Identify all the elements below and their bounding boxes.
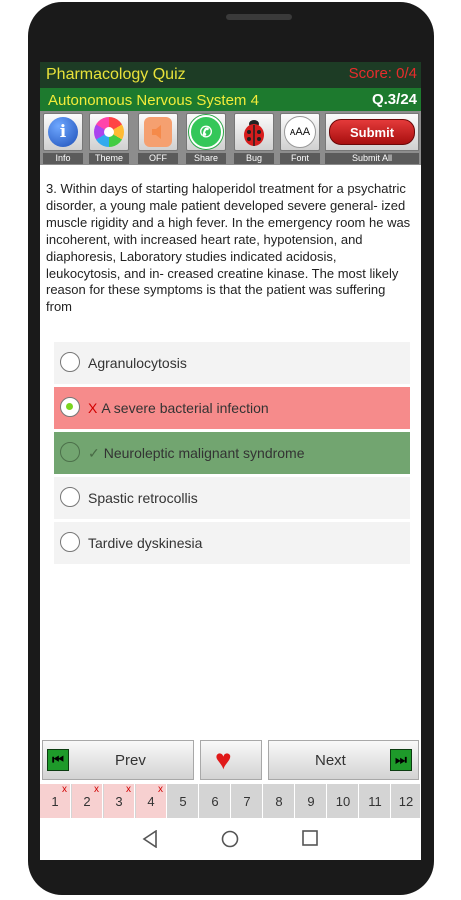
- question-cell-number: 2: [83, 793, 91, 809]
- question-cell-7[interactable]: [232, 784, 263, 818]
- question-counter: Q.3/24: [371, 91, 417, 108]
- question-cell-number: 4: [147, 793, 155, 809]
- question-cell-9[interactable]: [296, 784, 327, 818]
- app-title: Pharmacology Quiz: [46, 66, 186, 83]
- wrong-x-icon: x: [94, 784, 99, 795]
- speaker-grille: [226, 14, 292, 20]
- option-3[interactable]: [54, 432, 410, 474]
- option-4-radio[interactable]: [60, 487, 80, 507]
- question-cell-1[interactable]: [40, 784, 71, 818]
- prev-label: Prev: [115, 752, 146, 769]
- theme-icon: [94, 117, 124, 147]
- prev-button[interactable]: [42, 740, 194, 780]
- bug-button[interactable]: [234, 113, 274, 151]
- wrong-x-icon: x: [158, 784, 163, 795]
- favorite-button[interactable]: [200, 740, 262, 780]
- share-button[interactable]: [186, 113, 226, 151]
- option-3-text: [88, 445, 305, 462]
- font-icon: ᴀAA: [284, 116, 316, 148]
- wrong-mark-icon: X: [88, 400, 98, 416]
- speaker-icon: [149, 123, 167, 141]
- heart-icon: ♥: [215, 744, 232, 775]
- question-cell-5[interactable]: [168, 784, 199, 818]
- question-cell-11[interactable]: [360, 784, 391, 818]
- option-1-radio[interactable]: [60, 352, 80, 372]
- option-5-label: Tardive dyskinesia: [88, 535, 203, 551]
- option-1-label: Agranulocytosis: [88, 355, 187, 371]
- question-cell-4[interactable]: [136, 784, 167, 818]
- option-2-text: [88, 400, 269, 416]
- info-label: Info: [43, 153, 83, 164]
- next-arrow-icon: ⏭: [390, 749, 412, 771]
- question-cell-number: 3: [115, 793, 123, 809]
- theme-center-icon: [104, 127, 114, 137]
- wrong-x-icon: x: [62, 784, 67, 795]
- sound-button[interactable]: [138, 113, 178, 151]
- recents-icon[interactable]: [302, 830, 318, 846]
- submit-cell: [325, 113, 419, 151]
- option-5-text: [88, 535, 202, 551]
- submit-button[interactable]: Submit: [329, 119, 415, 145]
- bug-icon: [241, 117, 267, 147]
- font-label: Font: [280, 153, 320, 164]
- theme-button[interactable]: [89, 113, 129, 151]
- share-label: Share: [186, 153, 226, 164]
- option-2-radio[interactable]: [60, 397, 80, 417]
- question-cell-number: 9: [307, 793, 315, 809]
- topic-bar: [40, 88, 421, 111]
- question-cell-number: 8: [275, 793, 283, 809]
- theme-label: Theme: [89, 153, 129, 164]
- option-3-label: Neuroleptic malignant syndrome: [103, 445, 305, 461]
- question-cell-number: 12: [398, 793, 414, 809]
- question-cell-number: 10: [335, 793, 351, 809]
- home-icon[interactable]: [221, 830, 239, 848]
- next-label: Next: [315, 752, 346, 769]
- toolbar: [40, 111, 421, 165]
- check-mark-icon: ✓: [88, 445, 100, 461]
- question-cell-number: 1: [51, 793, 59, 809]
- option-2[interactable]: [54, 387, 410, 429]
- question-text: 3. Within days of starting haloperidol treatment for a psychatric disorder, a young male patient developed severe general- ized muscle rigidity and a high fever. In the emergency room he was incoherent, with increased heart rate, hypotension, and diaphoresis, Laboratory studies indicated acidosis, leukocytosis, and in- creased creatine kinase. The most likely reason for these symptoms is that the patient was suffering from: [46, 181, 411, 315]
- option-4-label: Spastic retrocollis: [88, 490, 198, 506]
- info-button[interactable]: [43, 113, 83, 151]
- option-5-radio[interactable]: [60, 532, 80, 552]
- question-strip: [40, 784, 421, 818]
- option-1[interactable]: [54, 342, 410, 384]
- question-cell-number: 7: [243, 793, 251, 809]
- prev-arrow-icon: ⏮: [47, 749, 69, 771]
- sound-icon: [144, 117, 172, 147]
- question-cell-6[interactable]: [200, 784, 231, 818]
- font-button[interactable]: [280, 113, 320, 151]
- option-4[interactable]: [54, 477, 410, 519]
- header-bar: [40, 62, 421, 88]
- option-1-text: [88, 355, 187, 371]
- wrong-x-icon: x: [126, 784, 131, 795]
- option-3-radio[interactable]: [60, 442, 80, 462]
- whatsapp-icon: ✆: [189, 115, 223, 149]
- question-cell-10[interactable]: [328, 784, 359, 818]
- sound-label: OFF: [138, 153, 178, 164]
- question-cell-number: 11: [368, 793, 382, 809]
- question-cell-2[interactable]: [72, 784, 103, 818]
- option-2-label: A severe bacterial infection: [101, 400, 269, 416]
- option-4-text: [88, 490, 198, 506]
- submit-all-label: Submit All: [325, 153, 419, 164]
- question-cell-number: 6: [211, 793, 219, 809]
- question-cell-3[interactable]: [104, 784, 135, 818]
- info-icon: i: [48, 117, 78, 147]
- app-screen: [40, 62, 421, 860]
- next-button[interactable]: [268, 740, 419, 780]
- question-cell-number: 5: [179, 793, 187, 809]
- question-cell-12[interactable]: [392, 784, 421, 818]
- score-label: Score: 0/4: [348, 65, 417, 82]
- question-cell-8[interactable]: [264, 784, 295, 818]
- back-icon[interactable]: [142, 830, 158, 848]
- option-5[interactable]: [54, 522, 410, 564]
- topic-title: Autonomous Nervous System 4: [48, 92, 259, 109]
- bug-label: Bug: [234, 153, 274, 164]
- system-nav-bar: [40, 818, 421, 860]
